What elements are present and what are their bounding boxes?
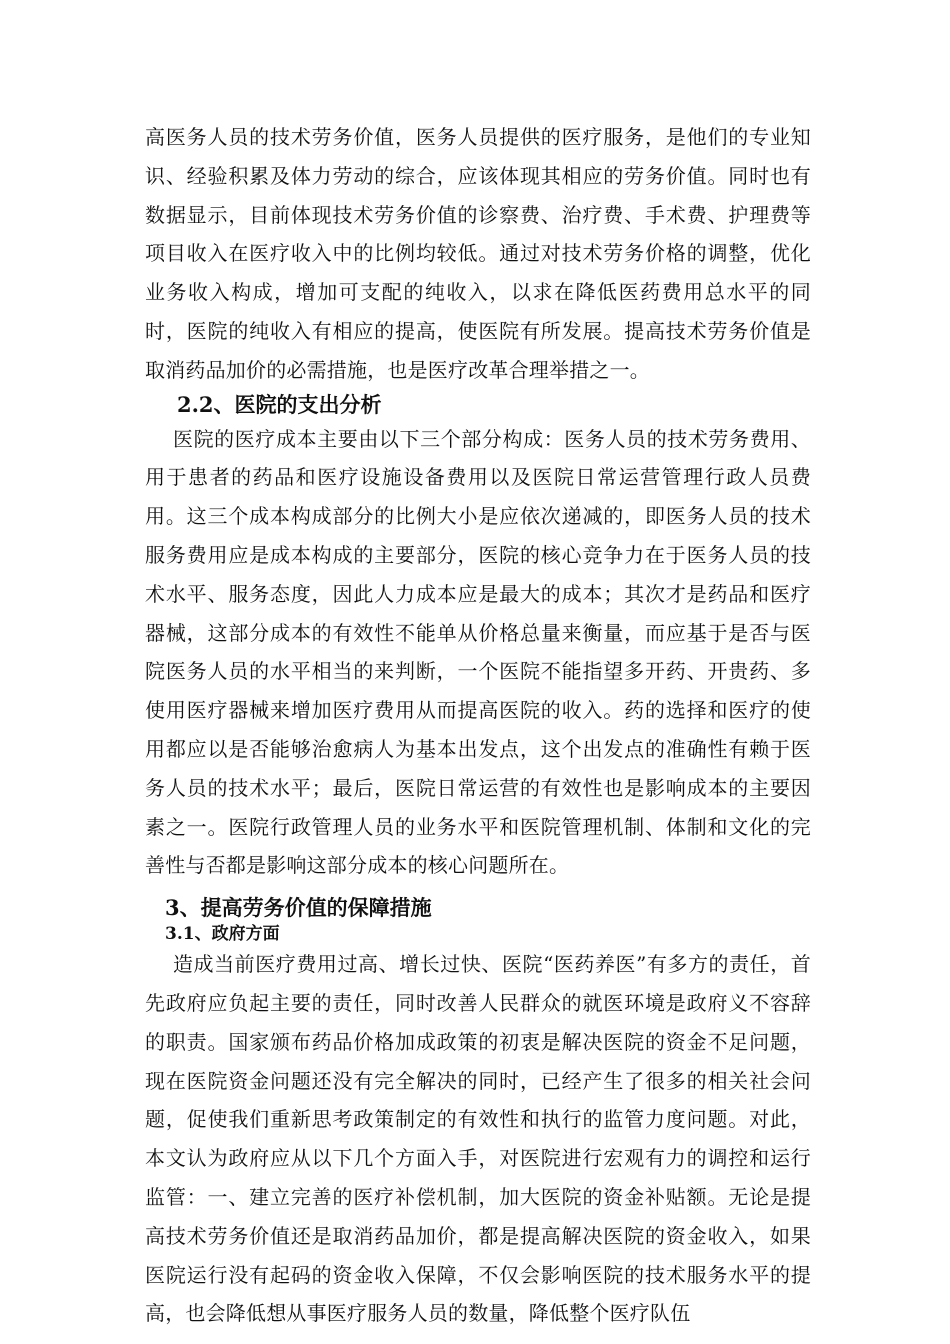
document-page xyxy=(145,118,811,1333)
section-heading-2-2: 2.2、医院的支出分析 xyxy=(177,391,382,417)
paragraph-government: 造成当前医疗费用过高、增长过快、医院“医药养医”有多方的责任，首先政府应负起主要的责任，同时改善人民群众的就医环境是政府义不容辞的职责。国家颁布药品价格加成政策的初衷是解决医院的资金不足问题，现在医院资金问题还没有完全解决的同时，已经产生了很多的相关社会问题，促使我们重新思考政策制定的有效性和执行的监管力度问题。对此，本文认为政府应从以下几个方面入手，对医院进行宏观有力的调控和运行监管：一、建立完善的医疗补偿机制，加大医院的资金补贴额。无论是提高技术劳务价值还是取消药品加价，都是提高解决医院的资金收入，如果医院运行没有起码的资金收入保障，不仅会影响医院的技术服务水平的提高，也会降低想从事医疗服务人员的数量，降低整个医疗队伍 xyxy=(145,952,811,1326)
section-heading-3-1: 3.1、政府方面 xyxy=(165,924,280,945)
paragraph-labor-value: 高医务人员的技术劳务价值，医务人员提供的医疗服务，是他们的专业知识、经验积累及体力劳动的综合，应该体现其相应的劳务价值。同时也有数据显示，目前体现技术劳务价值的诊察费、治疗费、手术费、护理费等项目收入在医疗收入中的比例均较低。通过对技术劳务价格的调整，优化业务收入构成，增加可支配的纯收入，以求在降低医药费用总水平的同时，医院的纯收入有相应的提高，使医院有所发展。提高技术劳务价值是取消药品加价的必需措施，也是医疗改革合理举措之一。 xyxy=(145,125,811,382)
paragraph-expense-analysis: 医院的医疗成本主要由以下三个部分构成：医务人员的技术劳务费用、用于患者的药品和医疗设施设备费用以及医院日常运营管理行政人员费用。这三个成本构成部分的比例大小是应依次递减的，即医务人员的技术服务费用应是成本构成的主要部分，医院的核心竞争力在于医务人员的技术水平、服务态度，因此人力成本应是最大的成本；其次才是药品和医疗器械，这部分成本的有效性不能单从价格总量来衡量，而应基于是否与医院医务人员的水平相当的来判断，一个医院不能指望多开药、开贵药、多使用医疗器械来增加医疗费用从而提高医院的收入。药的选择和医疗的使用都应以是否能够治愈病人为基本出发点，这个出发点的准确性有赖于医务人员的技术水平；最后，医院日常运营的有效性也是影响成本的主要因素之一。医院行政管理人员的业务水平和医院管理机制、体制和文化的完善性与否都是影响这部分成本的核心问题所在。 xyxy=(145,426,811,878)
section-heading-3: 3、提高劳务价值的保障措施 xyxy=(165,895,432,921)
